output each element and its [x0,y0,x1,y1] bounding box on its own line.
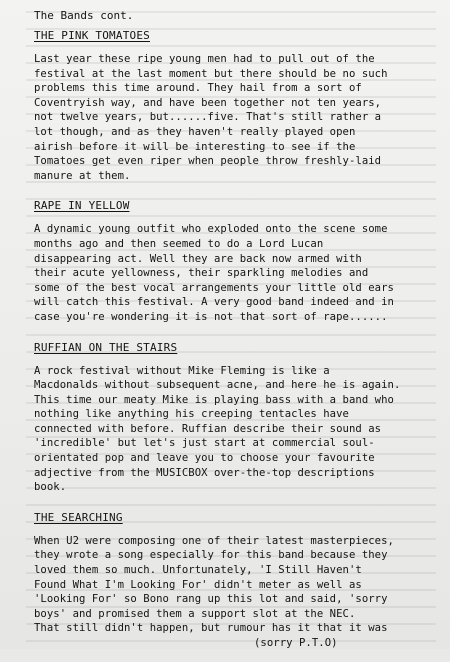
body-line: adjective from the MUSICBOX over-the-top descriptions [34,466,375,479]
section-title: RUFFIAN ON THE STAIRS [34,340,178,354]
body-line: 'Looking For' so Bono rang up this lot and said, 'sorry [34,593,388,606]
body-line: airish before it will be interesting to see if the [34,140,356,153]
body-line: book. [34,481,67,494]
body-line: nothing like anything his creeping tentacles have [34,408,349,421]
body-line: Coventryish way, and have been together not ten years, [34,96,382,109]
band-section-ruffian-on-the-stairs [34,336,442,495]
body-line: their acute yellowness, their sparkling melodies and [34,267,369,280]
page-header: The Bands cont. [34,9,134,22]
body-line: Tomatoes get even riper when people throw freshly-laid [34,155,382,168]
section-title: THE PINK TOMATOES [34,29,150,42]
section-body [34,52,442,183]
body-line: A rock festival without Mike Fleming is like a [34,364,330,377]
document-content [34,8,442,662]
pto-note: (sorry P.T.O) [254,637,338,649]
body-line: connected with before. Ruffian describe their sound as [34,422,382,435]
body-line: problems this time around. They hail from a sort of [34,82,362,95]
band-section-pink-tomatoes [34,24,442,183]
body-line: loved them so much. Unfortunately, 'I Still Haven't [34,564,362,577]
section-body [34,364,442,495]
body-line: 'incredible' but let's just start at commercial soul- [34,437,375,450]
body-line: not twelve years, but......five. That's still rather a [34,111,382,124]
section-title: THE SEARCHING [34,510,123,524]
section-title: RAPE IN YELLOW [34,199,130,213]
body-line: disappearing act. Well they are back now armed with [34,252,362,265]
body-line: That still didn't happen, but rumour has it that it was [34,622,388,635]
body-line: some of the best vocal arrangements your little old ears [34,281,394,294]
section-body [34,534,442,651]
body-line: they wrote a song especially for this band because they [34,549,388,562]
body-line: When U2 were composing one of their latest masterpieces, [34,534,394,547]
body-line: will catch this festival. A very good band indeed and in [34,296,394,309]
body-line: Macdonalds without subsequent acne, and here he is again. [34,379,401,392]
body-line: months ago and then seemed to do a Lord Lucan [34,237,324,250]
body-line: A dynamic young outfit who exploded onto the scene some [34,223,388,236]
body-line: Found What I'm Looking For' didn't meter as well as [34,578,362,591]
band-section-rape-in-yellow [34,194,442,324]
body-line: festival at the last moment but there should be no such [34,67,388,80]
body-line: manure at them. [34,169,131,182]
body-line: case you're wondering it is not that sort of rape...... [34,310,388,323]
section-body [34,222,442,324]
band-section-the-searching [34,506,442,651]
body-line: boys' and promised them a support slot at the NEC. [34,607,356,620]
body-line: lot though, and as they haven't really played open [34,125,356,138]
body-line: This time our meaty Mike is playing bass with a band who [34,393,394,406]
pto-line [34,636,442,651]
body-line: orientated pop and leave you to choose your favourite [34,452,375,465]
body-line: Last year these ripe young men had to pull out of the [34,53,375,65]
